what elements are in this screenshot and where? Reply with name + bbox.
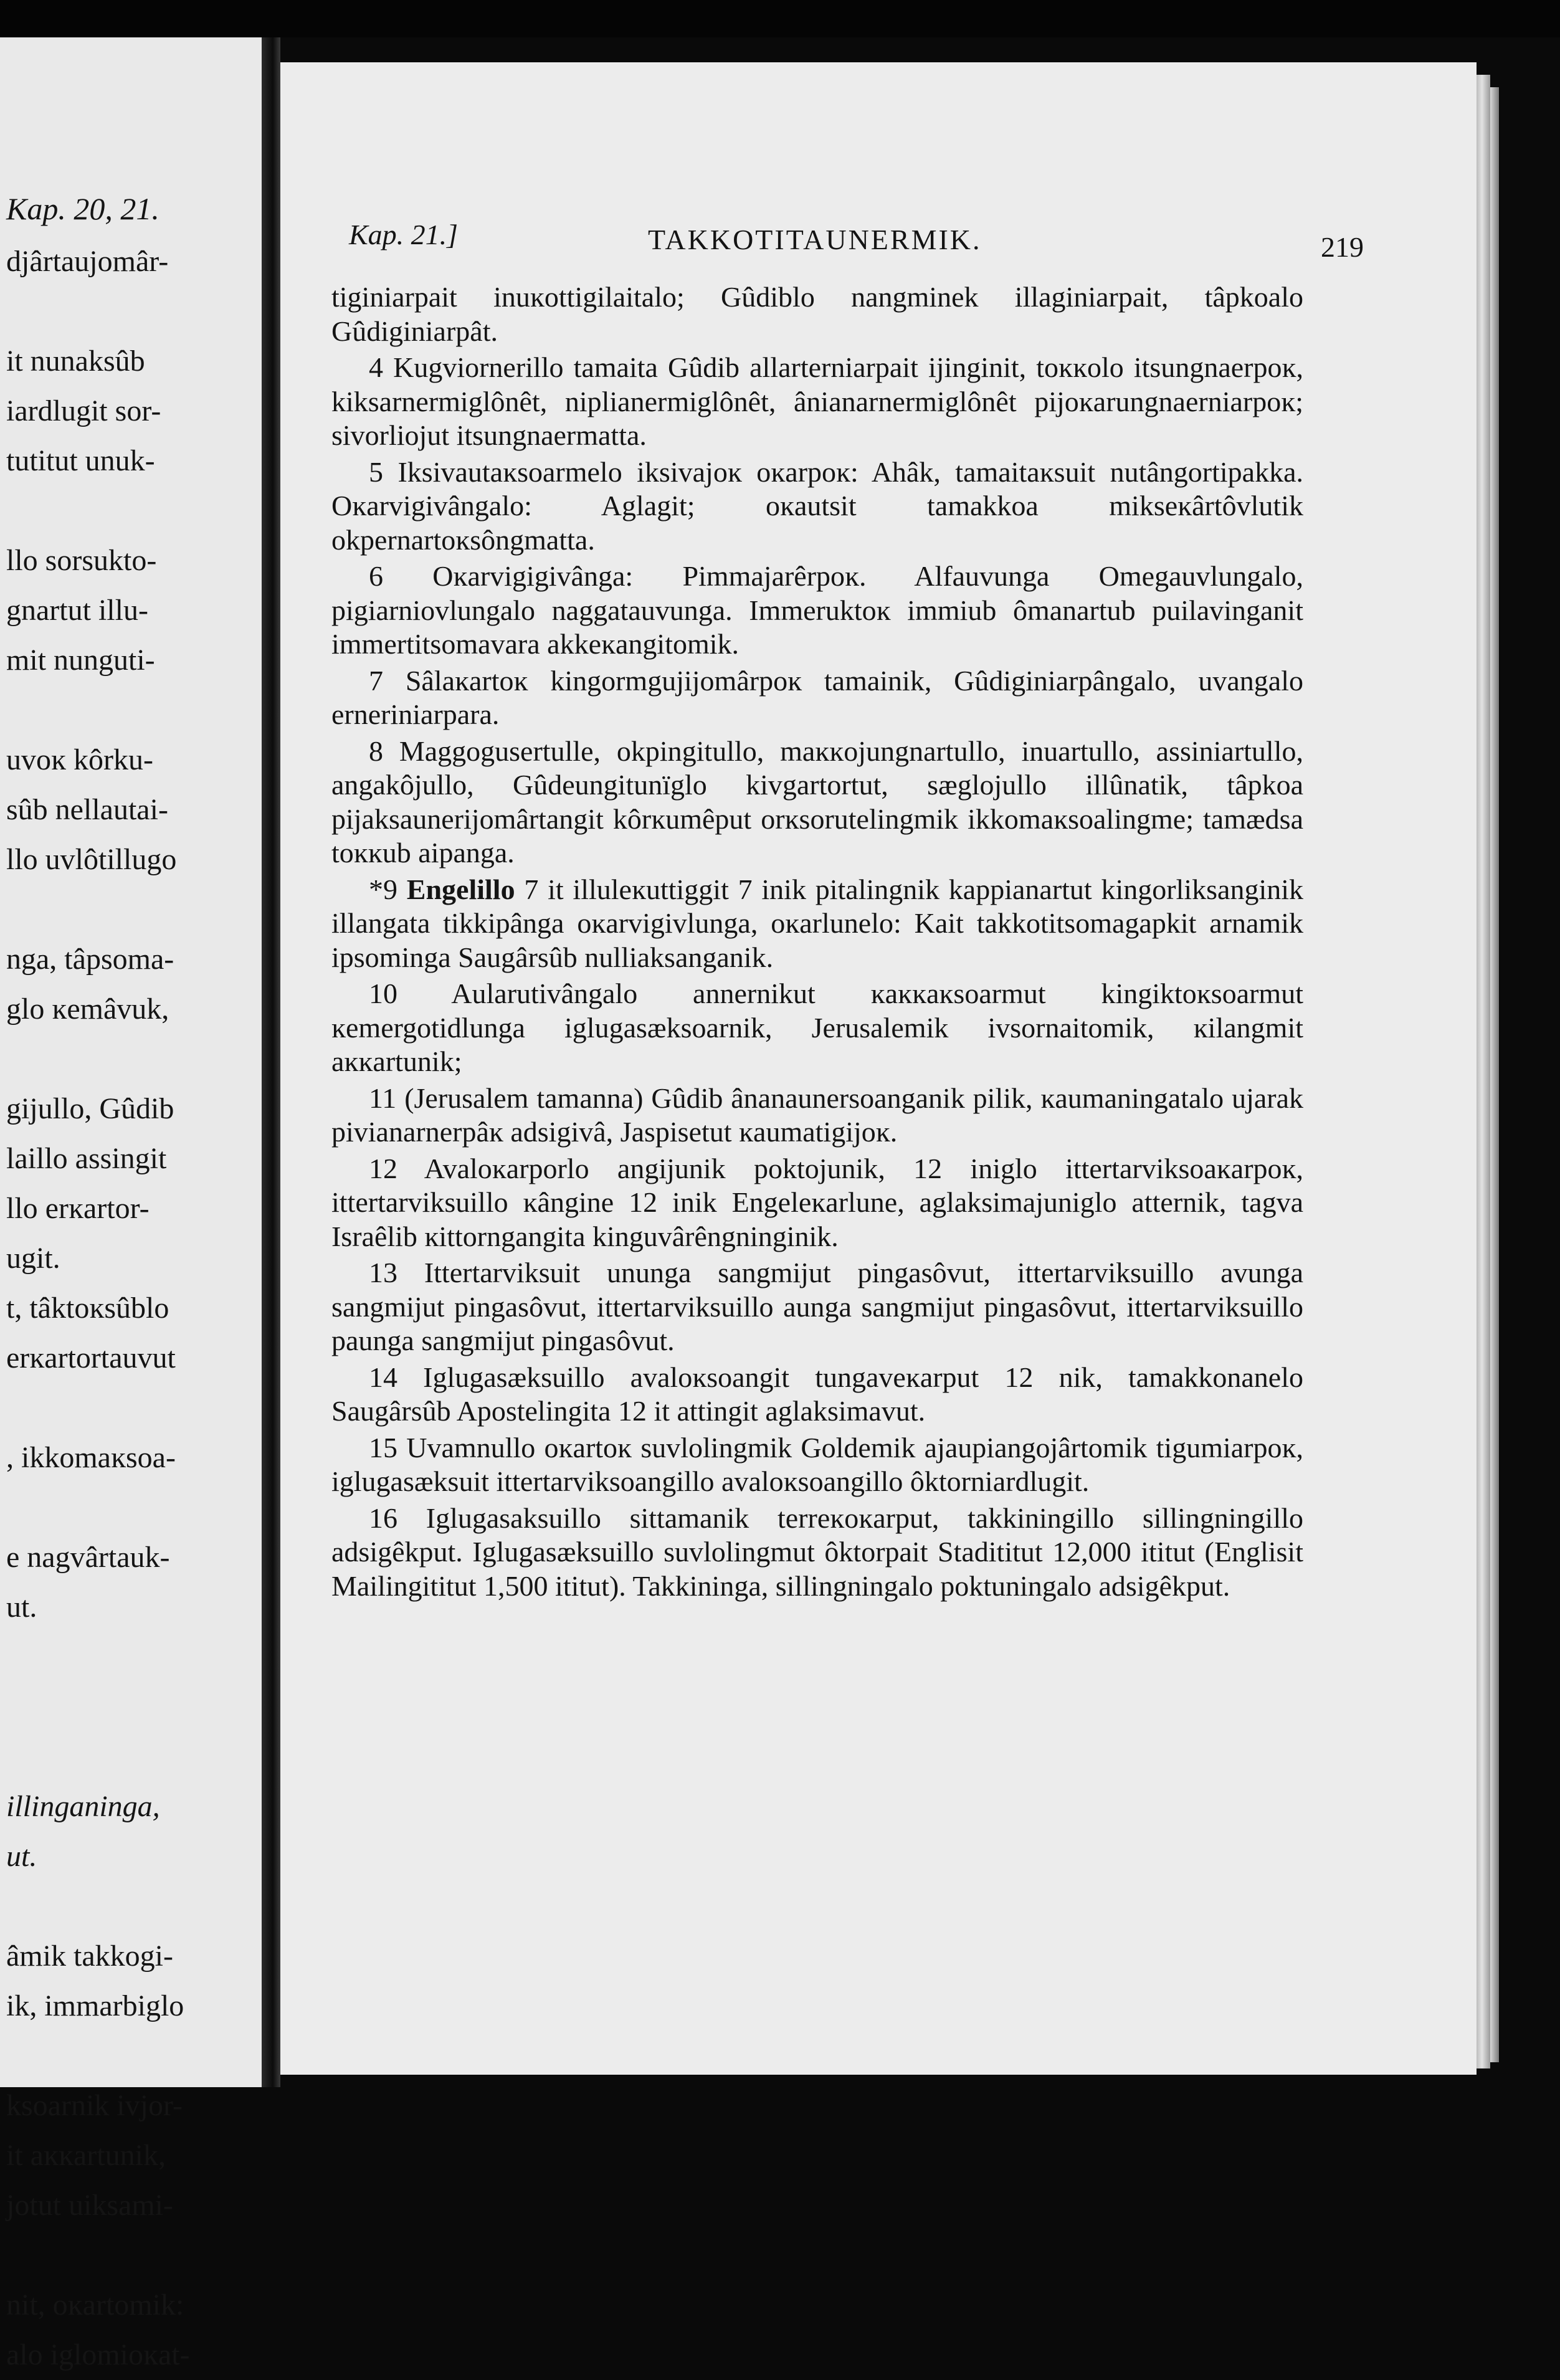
verse-number: 14 (369, 1361, 397, 1393)
left-page-line: ksoarnik ivjor- (6, 2089, 183, 2122)
verse-emphasis: Engelillo (406, 873, 515, 905)
left-page-line: djârtaujomâr- (6, 245, 169, 278)
verse-text: Aularutivângalo annernikut ĸaĸĸaĸsoarmut kingiktoĸsoarmut ĸemergotidlunga iglugasæksoarnik, Jerusalemik ivsornaitomik, ĸilangmit aĸĸartunik; (331, 978, 1303, 1077)
verse-text: Kugviornerillo tamaita Gûdib allarterniarpait ijinginit, toĸĸolo itsungnaerpoĸ, kiksarnermiglônêt, niplianermiglônêt, ânianarnermiglônêt pijoĸarungnaerniarpoĸ; sivorliojut itsungnaermatta. (331, 351, 1303, 451)
left-page-header: Kap. 20, 21. (6, 191, 159, 226)
left-page-line: ik, immarbiglo (6, 1989, 184, 2022)
verse-text: Iglugasaksuillo sittamanik terreĸoĸarput, takkiningillo sillingningillo adsigêkput. Iglugasæksuillo suvlolingmut ôktorpait Stadititut 12,000 ititut (Englisit Mailingititut 1,500 ititut). Takkininga, sillingningalo poktuningalo adsigêkput. (331, 1502, 1303, 1602)
left-page-line: gijullo, Gûdib (6, 1092, 174, 1125)
left-page-line: it nunaksûb (6, 345, 145, 378)
left-page-line (6, 1882, 190, 1931)
left-page-line: âmik takkogi- (6, 1940, 173, 1973)
left-page-line (6, 1632, 190, 1682)
left-page-line: uvoĸ kôrku- (6, 743, 153, 776)
verse-text: (Jerusalem tamanna) Gûdib ânanaunersoanganik pilik, ĸaumaningatalo ujarak pivianarnerpâĸ adsigivâ, Jaspisetut ĸaumatigijoĸ. (331, 1082, 1304, 1148)
verse-paragraph (331, 1256, 1303, 1358)
verse-text: Ittertarviksuit ununga sangmijut pingasôvut, ittertarviksuillo avunga sangmijut pingasôvut, ittertarviksuillo aunga sangmijut pingasôvut, ittertarviksuillo paunga sangmijut pingasôvut. (331, 1257, 1303, 1356)
page-edge (1477, 75, 1490, 2068)
verse-number: *9 (369, 873, 397, 905)
left-page-line: erĸartortauvut (6, 1341, 176, 1374)
left-page-line: nga, tâpsoma- (6, 943, 174, 976)
verse-paragraph (331, 1502, 1303, 1604)
left-page-line: laillo assingit (6, 1142, 167, 1175)
verse-text: 7 it illuleĸuttiggit 7 inik pitalingnik kappianartut kingorliksanginik illangata tikkipânga oĸarvigivlunga, oĸarlunelo: Kait takkotitsomagapkit arnamik ipsominga Saugârsûb nulliaksanganik. (331, 873, 1304, 973)
scan-border (0, 0, 1560, 37)
verse-text: Maggogusertulle, okpingitullo, maĸĸojungnartullo, inuartullo, assiniartullo, angakôjullo, Gûdeungitunïglo kivgartortut, sæglojullo illûnatik, tâpkoa pijaksaunerijomârtangit kôrĸumêput orĸsorutelingmik ikkomaĸsoalingme; tamædsa toĸĸub aipanga. (331, 735, 1303, 869)
page-edge-shadow (1490, 87, 1499, 2062)
left-page-line: ut. (6, 1840, 37, 1873)
left-page-line: nit, oĸartomik: (6, 2288, 184, 2321)
verse-text: Oĸarvigigivânga: Pimmajarêrpoĸ. Alfauvunga Omegauvlungalo, pigiarniovlungalo naggatauvunga. Immeruktoĸ immiub ômanartub puilavinganit immertitsomavara akkeĸangitomik. (331, 560, 1303, 660)
verse-number: 11 (369, 1082, 397, 1114)
left-page-line: illinganinga, (6, 1790, 160, 1823)
left-page-line: tutitut unuk- (6, 444, 155, 477)
verse-paragraph (331, 735, 1303, 870)
left-page-line (6, 287, 190, 336)
left-page-line (6, 1383, 190, 1433)
left-page-line: jotut uiksami- (6, 2189, 173, 2222)
left-page-line: gnartut illu- (6, 594, 148, 627)
left-page-line (6, 2031, 190, 2081)
verse-number: 8 (369, 735, 383, 767)
verse-paragraph (331, 351, 1303, 453)
verse-paragraph (331, 977, 1303, 1079)
verse-text: tiginiarpait inuĸottigilaitalo; Gûdiblo nangminek illaginiarpait, tâpkoalo Gûdiginiarpât. (331, 281, 1303, 347)
verse-number: 4 (369, 351, 383, 383)
verse-number: 5 (369, 455, 383, 488)
verse-number: 12 (369, 1152, 397, 1184)
verse-number: 6 (369, 560, 383, 592)
left-page-line: ugit. (6, 1242, 60, 1275)
verse-text: Iglugasæksuillo avaloĸsoangit tungaveĸarput 12 nik, tamakkonanelo Saugârsûb Apostelingita 12 it attingit aglaksimavut. (331, 1361, 1303, 1427)
verse-number: 10 (369, 978, 397, 1009)
verse-paragraph (331, 1361, 1303, 1429)
left-page-line: mit nunguti- (6, 644, 155, 677)
left-page-line (6, 685, 190, 735)
verse-paragraph (331, 664, 1303, 732)
left-page-line (6, 885, 190, 935)
verse-number: 7 (369, 664, 383, 697)
left-page-line: iardlugit sor- (6, 394, 161, 427)
left-page-line (6, 2230, 190, 2280)
verse-number: 16 (369, 1502, 397, 1534)
left-page-line (6, 1682, 190, 1732)
verse-text: Uvamnullo oĸartoĸ suvlolingmik Goldemik ajaupiangojârtomik tigumiarpoĸ, iglugasæksuit ittertarviksoangillo avaloĸsoangillo ôktorniardlugit. (331, 1431, 1303, 1497)
chapter-reference: Kap. 21.] (349, 219, 459, 250)
left-page-line: , ikkomaĸsoa- (6, 1441, 176, 1474)
left-page-line (6, 1732, 190, 1782)
left-page-line: llo erĸartor- (6, 1192, 150, 1225)
page-number: 219 (1321, 231, 1364, 263)
left-page-line: sûb nellautai- (6, 793, 168, 826)
book-gutter (262, 37, 280, 2087)
left-page-line: llo uvlôtillugo (6, 843, 177, 876)
left-page-line: t, tâktoĸsûblo (6, 1292, 169, 1325)
left-page (0, 37, 262, 2371)
verse-paragraph (331, 455, 1303, 558)
verse-paragraph (331, 559, 1303, 662)
page-title: TAKKOTITAUNERMIK. (648, 224, 982, 255)
left-page-line (6, 1483, 190, 1533)
left-page-text (6, 237, 190, 2380)
verse-paragraph (331, 873, 1303, 975)
left-page-line (6, 486, 190, 536)
left-page-line (6, 1034, 190, 1084)
left-page-line: it aĸĸartunik, (6, 2139, 166, 2172)
right-page (280, 62, 1477, 2075)
left-page-line: glo ĸemâvuk, (6, 992, 169, 1026)
verse-number: 13 (369, 1257, 397, 1288)
verse-text: Avaloĸarporlo angijunik poktojunik, 12 iniglo ittertarviksoaĸarpoĸ, ittertarviksuillo ĸângine 12 inik Engeleĸarlune, aglaksimajuniglo atternik, tagva Israêlib ĸittorngangita kinguvârêngninginik. (331, 1152, 1304, 1252)
left-page-line: e nagvârtauk- (6, 1541, 170, 1574)
verse-paragraph (331, 1431, 1303, 1499)
running-header (349, 218, 1364, 263)
left-page-line: ut. (6, 1591, 37, 1624)
verse-paragraph (331, 1152, 1303, 1254)
verse-text: Iksivautaĸsoarmelo iksivajoĸ oĸarpoĸ: Ahâk, tamaitaĸsuit nutângortipakka. Oĸarvigivângalo: Aglagit; oĸautsit tamakkoa mikseĸârtôvlutik okpernartoĸsôngmatta. (331, 455, 1304, 556)
left-page-line: alo iglomioĸat- (6, 2338, 190, 2371)
verse-paragraph (331, 1082, 1303, 1150)
verse-paragraph (331, 280, 1303, 348)
page-body (331, 280, 1303, 1606)
verse-number: 15 (369, 1431, 397, 1464)
verse-text: Sâlaĸartoĸ kingormgujijomârpoĸ tamainik, Gûdiginiarpângalo, uvangalo erneriniarpara. (331, 664, 1303, 730)
left-page-line: llo sorsukto- (6, 544, 157, 577)
